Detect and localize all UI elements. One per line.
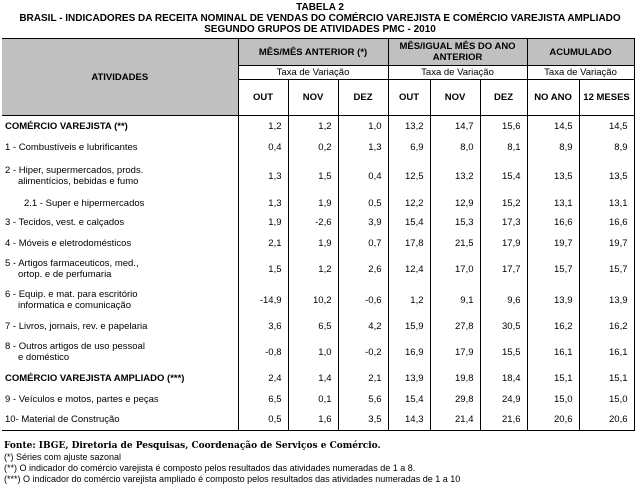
activity-name [2,158,238,195]
value-cell: 6,5 [288,316,338,337]
value-cell: -0,8 [238,337,288,368]
table-row [2,212,634,233]
value-cell: 15,7 [527,254,579,285]
value-cell: 0,4 [238,137,288,158]
value-cell: 1,0 [288,337,338,368]
value-cell: 2,6 [338,254,388,285]
activity-name-line: 7 - Livros, jornais, rev. e papelaria [5,320,148,332]
activity-name [2,233,238,254]
value-cell: 2,1 [238,233,288,254]
period-header: NOV [288,80,338,116]
value-cell: 17,7 [480,254,527,285]
value-cell: 2,4 [238,368,288,389]
value-cell: 16,2 [579,316,634,337]
value-cell: 18,4 [480,368,527,389]
value-cell: 12,2 [388,195,430,212]
activity-name-line: 8 - Outros artigos de uso pessoal [5,341,145,352]
value-cell: 15,1 [527,368,579,389]
value-cell: 30,5 [480,316,527,337]
table-number: TABELA 2 [296,2,344,13]
value-cell: 17,9 [480,233,527,254]
activity-name-line: COMÉRCIO VAREJISTA (**) [5,120,128,132]
value-cell: 8,0 [430,137,480,158]
table-row [2,337,634,368]
value-cell: 16,1 [579,337,634,368]
activity-name [2,389,238,410]
value-cell: 14,5 [527,116,579,137]
period-header: OUT [388,80,430,116]
table-title: BRASIL - INDICADORES DA RECEITA NOMINAL DE VENDAS DO COMÉRCIO VAREJISTA E COMÉRCIO VAREJISTA AMPLIADO [19,13,621,24]
value-cell: 17,0 [430,254,480,285]
value-cell: 12,5 [388,158,430,195]
value-cell: 4,2 [338,316,388,337]
value-cell: 1,6 [288,410,338,431]
value-cell: 0,7 [338,233,388,254]
activity-name-line: alimentícios, bebidas e fumo [18,176,139,187]
value-cell: 12,9 [430,195,480,212]
value-cell: 1,3 [238,195,288,212]
value-cell: 15,3 [430,212,480,233]
value-cell: 29,8 [430,389,480,410]
value-cell: 15,0 [527,389,579,410]
value-cell: 8,9 [527,137,579,158]
activity-name-line: 4 - Móveis e eletrodomésticos [5,237,132,249]
value-cell: 3,9 [338,212,388,233]
value-cell: 17,8 [388,233,430,254]
activity-name-line: informatica e comunicação [18,300,131,311]
value-cell: 0,1 [288,389,338,410]
value-cell: 13,9 [388,368,430,389]
value-cell: 1,3 [238,158,288,195]
footnote: (**) O indicador do comércio varejista é composto pelos resultados das atividades numeradas de 1 a 8. [4,463,416,473]
value-cell: 1,2 [238,116,288,137]
value-cell: 3,6 [238,316,288,337]
value-cell: -0,2 [338,337,388,368]
activity-name [2,254,238,285]
activity-name-line: e doméstico [18,352,70,363]
value-cell: 0,5 [238,410,288,431]
value-cell: 6,5 [238,389,288,410]
value-cell: 19,7 [579,233,634,254]
value-cell: 10,2 [288,285,338,316]
value-cell: 6,9 [388,137,430,158]
value-cell: 5,6 [338,389,388,410]
period-header: OUT [238,80,288,116]
activity-name-line: 2 - Hiper, supermercados, prods. [5,165,144,176]
value-cell: -2,6 [288,212,338,233]
period-header: NO ANO [527,80,579,116]
group-header-month-prev: MÊS/MÊS ANTERIOR (*) [238,39,388,66]
value-cell: 14,3 [388,410,430,431]
table-row [2,254,634,285]
activity-name-line: 2.1 - Super e hipermercados [24,197,145,209]
value-cell: 0,2 [288,137,338,158]
value-cell: 13,1 [527,195,579,212]
value-cell: 27,8 [430,316,480,337]
source-note: Fonte: IBGE, Diretoria de Pesquisas, Coordenação de Serviços e Comércio. [4,441,381,451]
value-cell: -0,6 [338,285,388,316]
activity-name [2,212,238,233]
value-cell: 0,5 [338,195,388,212]
group-header-accumulated: ACUMULADO [527,39,634,66]
rate-label: Taxa de Variação [238,66,388,80]
value-cell: 21,5 [430,233,480,254]
table-row [2,116,634,137]
activity-name [2,316,238,337]
value-cell: 14,5 [579,116,634,137]
value-cell: 16,6 [527,212,579,233]
value-cell: 1,2 [288,116,338,137]
value-cell: 16,6 [579,212,634,233]
value-cell: 16,2 [527,316,579,337]
rate-label: Taxa de Variação [527,66,634,80]
table-row [2,316,634,337]
footnotes [4,441,460,485]
activity-name [2,195,238,212]
value-cell: 21,6 [480,410,527,431]
value-cell: 1,9 [288,233,338,254]
value-cell: 1,3 [338,137,388,158]
value-cell: 17,3 [480,212,527,233]
value-cell: 8,1 [480,137,527,158]
value-cell: 13,1 [579,195,634,212]
group-header-month-year: MÊS/IGUAL MÊS DO ANO ANTERIOR [388,39,527,66]
table-subtitle: SEGUNDO GRUPOS DE ATIVIDADES PMC - 2010 [204,24,436,35]
value-cell: 15,4 [388,212,430,233]
period-header: NOV [430,80,480,116]
activity-name [2,116,238,137]
value-cell: 13,5 [527,158,579,195]
table-row [2,410,634,431]
value-cell: 1,2 [288,254,338,285]
table-row [2,389,634,410]
value-cell: 24,9 [480,389,527,410]
activity-name-line: COMÉRCIO VAREJISTA AMPLIADO (***) [5,372,185,384]
activity-name [2,368,238,389]
value-cell: 12,4 [388,254,430,285]
value-cell: 20,6 [579,410,634,431]
value-cell: 21,4 [430,410,480,431]
value-cell: 20,6 [527,410,579,431]
period-header: 12 MESES [579,80,634,116]
value-cell: 9,6 [480,285,527,316]
activities-header: ATIVIDADES [2,39,238,116]
activity-name-line: 9 - Veículos e motos, partes e peças [5,393,159,405]
activity-name-line: 5 - Artigos farmaceuticos, med., [5,258,139,269]
value-cell: 13,9 [527,285,579,316]
value-cell: 9,1 [430,285,480,316]
table-row [2,368,634,389]
value-cell: -14,9 [238,285,288,316]
value-cell: 13,2 [388,116,430,137]
table-row [2,233,634,254]
value-cell: 1,5 [288,158,338,195]
table-row [2,195,634,212]
value-cell: 0,4 [338,158,388,195]
value-cell: 13,2 [430,158,480,195]
value-cell: 8,9 [579,137,634,158]
value-cell: 16,9 [388,337,430,368]
value-cell: 16,1 [527,337,579,368]
value-cell: 19,8 [430,368,480,389]
indicators-table [2,38,635,431]
period-header: DEZ [338,80,388,116]
table-row [2,285,634,316]
footnote: (***) O indicador do comércio varejista ampliado é composto pelos resultados das atividades numeradas de 1 a 10 [4,474,461,484]
value-cell: 15,4 [480,158,527,195]
value-cell: 15,1 [579,368,634,389]
value-cell: 15,4 [388,389,430,410]
activity-name-line: 10- Material de Construção [5,414,120,426]
table-row [2,137,634,158]
activity-name-line: 6 - Equip. e mat. para escritório [5,289,138,300]
value-cell: 1,5 [238,254,288,285]
activity-name [2,137,238,158]
value-cell: 3,5 [338,410,388,431]
value-cell: 15,6 [480,116,527,137]
rate-label: Taxa de Variação [388,66,527,80]
table-row [2,158,634,195]
value-cell: 15,2 [480,195,527,212]
value-cell: 2,1 [338,368,388,389]
value-cell: 15,7 [579,254,634,285]
value-cell: 13,5 [579,158,634,195]
value-cell: 15,0 [579,389,634,410]
value-cell: 13,9 [579,285,634,316]
activity-name-line: ortop. e de perfumaria [18,269,112,280]
activity-name [2,410,238,431]
value-cell: 1,2 [388,285,430,316]
activity-name [2,285,238,316]
activity-name-line: 3 - Tecidos, vest. e calçados [5,216,125,228]
value-cell: 15,9 [388,316,430,337]
value-cell: 17,9 [430,337,480,368]
value-cell: 1,9 [238,212,288,233]
value-cell: 1,9 [288,195,338,212]
footnote: (*) Séries com ajuste sazonal [4,452,122,462]
period-header: DEZ [480,80,527,116]
value-cell: 1,4 [288,368,338,389]
activity-name-line: 1 - Combustíveis e lubrificantes [5,141,138,153]
value-cell: 14,7 [430,116,480,137]
titles [0,2,640,35]
value-cell: 15,5 [480,337,527,368]
value-cell: 19,7 [527,233,579,254]
activity-name [2,337,238,368]
value-cell: 1,0 [338,116,388,137]
